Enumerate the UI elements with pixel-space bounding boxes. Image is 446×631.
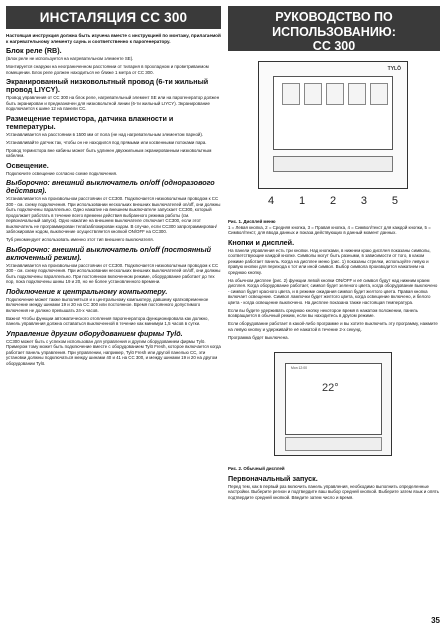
- callout-4: 4: [268, 195, 275, 207]
- page-number: 35: [431, 616, 440, 625]
- figure-1-caption: [228, 219, 440, 236]
- section-title-sensor: Размещение термистора, датчика влажности и температуры.: [6, 113, 174, 131]
- subsection-title-switch-momentary: Выборочно: внешний выключатель on/off (одноразового действия).: [6, 178, 215, 196]
- section-first-start-p1: Перед тем, как в первый раз включить панель управления, необходимо выполнить определенные настройки. Выберите регион и подтвердите ваш выбор средней кнопкой. Выберите затем язык и опять подтвердите средней кнопкой. Введите затем число и время.: [228, 483, 439, 500]
- section-cable-p1: Провод управления от CC 300 на блок реле, нагревательный элемент SE или на парогенератор должен быть экранирован и предназначен для низковольтной линии (6-ти жильный LIYCY). Экранирование подключается к шине 12 на панели CC.: [6, 95, 220, 112]
- subsection-title-switch-permanent: Выборочно: внешний выключатель on/off (постоянный включенный режим).: [6, 244, 212, 262]
- menu-symbol-icon: [326, 83, 344, 105]
- subsection-switch-momentary-p2: Туб рекомендует использовать именно этот тип внешнего выключателя.: [6, 237, 154, 243]
- section-buttons-p5: Программа будет выключена.: [228, 334, 289, 340]
- control-panel-illustration: [258, 61, 408, 189]
- section-relay-p1: (Блок реле не используется на нагревательном элементе SE).: [6, 56, 134, 62]
- figure-2-normal-display: [228, 344, 440, 464]
- section-buttons-p3: Если вы будете удерживать среднюю кнопку некоторое время в нажатом положении, панель возвращается в обычный режим, если вы находитесь в другом режиме.: [228, 307, 418, 318]
- section-title-cable: Экранированный низковольтный провод (6-ти жильный провод LIYCY).: [6, 77, 209, 95]
- right-title-line-2: ИСПОЛЬЗОВАНИЮ:: [272, 24, 396, 39]
- brand-logo: TYLÖ: [387, 66, 401, 72]
- section-buttons-p2: На обычном дисплее (рис. 2) функции левой кнопки ON/OFF и её символ будут над нижним краем дисплея. Когда оборудование работает, символ будет зеленого цвета, когда оборудование выключено - символ будет красного цвета, и в режиме ожидания символ будет желтого цвета. Правая кнопка включает освещение. Символ лампочки будет желтого цвета, когда освещение включено, и белого цвета - когда освещение выключено. На дисплее показана также настоящая температура.: [228, 277, 438, 305]
- section-title-first-start: Первоначальный запуск.: [228, 473, 318, 483]
- intro-text: Настоящая инструкция должна быть изучена вместе с инструкцией по монтажу, прилагаемой к нагревательному элементу саунь и соответственно к парогенератору.: [6, 33, 221, 44]
- menu-symbol-icon: [370, 83, 388, 105]
- callout-1: 1: [298, 195, 306, 207]
- subsection-computer-p2: Важно! Чтобы функции автоматического отопления парогенератора функционировала как должно, панель управления должна оставаться выключенной в течение как минимум 1,5 часов в сутки.: [6, 315, 209, 327]
- subsection-other-equipment-p1: CC300 может быть с успехом использован для управления и другим оборудованием фирмы Tylö. Примером тому может быть подключение вместе с оборудованием Tylö Fresh, которое включается когда работает панель управления. При управлении, например, Tylö Fresh или другой панелью CC, эти установки должны подключаться между шинами 40 и 41 на CC 300, и между шинами 19 и 20 на другом оборудовании Tylö.: [6, 338, 221, 366]
- section-sensor-p2: Устанавливайте датчик так, чтобы он не находился под прямыми или косвенными потоками пара.: [6, 139, 207, 145]
- figure-2-caption: [228, 466, 440, 472]
- section-buttons-p4: Если оборудование работает в какой-либо программе и вы хотите выключить эту программу, нажмите на левую кнопку и удерживайте её нажатой в течение 2-х секунд.: [228, 321, 438, 332]
- figure-1-callouts: [268, 195, 398, 207]
- button-strip: [273, 156, 393, 172]
- left-column: [6, 6, 221, 369]
- button-strip-2: [285, 437, 382, 451]
- subsection-title-other-equipment: Управление другим оборудованием фирмы Tylö.: [6, 328, 183, 338]
- temperature-readout: 22°: [322, 382, 339, 394]
- section-buttons-p1: На панели управления есть три кнопки. Над кнопками, в нижнем краю дисплея показаны символы, соответствующие каждой кнопке. Символы могут быть разными, в зависимости от того, в каком режиме работает панель. Когда на дисплее меню (рис. 1) показаны стрелки, используйте левую и правую кнопки для перехода к тот или иной символ. Выбор символа производится нажатием на среднюю кнопку.: [228, 247, 431, 275]
- section-relay-p2: Монтируется снаружи на неограниченном расстоянии от тиларня в прохладном и проветриваемом помещении. Блок реле должен находиться не ближе 1 метра от CC 300.: [6, 64, 209, 75]
- figure-1-caption-text: 1 = Левая кнопка, 2 = Средняя кнопка, 3 = Правая кнопка, 4 = Символ/текст для каждой кнопки, 5 = Символ/текст, для ввода данных и показа действующих в данный момент данных.: [228, 224, 431, 235]
- display-screen: [273, 76, 393, 150]
- section-title-buttons: Кнопки и дисплей.: [228, 237, 295, 247]
- section-title-relay: Блок реле (RB).: [6, 46, 62, 56]
- section-sensor-p3: Провод термистора вне кабины может быть удлинен двухжильным экранированным низковольтным кабелем.: [6, 147, 212, 159]
- display-topline: Mon 12:00: [291, 366, 308, 370]
- subsection-switch-permanent-p1: Устанавливается на произвольном расстоянии от CC300. Подключается низковольтным проводом к CC 300 - см. схему подключения. При использовании нескольких внешних выключателей on/off, они должны быть подключены параллельно. При постоянном включенном режиме, оборудование работает до тех пор, пока подключены шины 19 и 20, но не более установленного времени.: [6, 262, 221, 285]
- display-screen-2: [285, 363, 382, 435]
- menu-symbol-icon: [304, 83, 322, 105]
- menu-symbol-icon: [348, 83, 366, 105]
- subsection-title-computer: Подключение к центральному компьютеру.: [6, 286, 168, 296]
- section-lighting-p1: Подключите освещение согласно схеме подключения.: [6, 170, 118, 176]
- subsection-computer-p1: Подключение может также выполняться и к центральному компьютеру, давшему кратковременное включение между шинами 19 и 20 на CC 300 или постоянное. Время постоянного допустимого включения не должно превышать 24-х часов.: [6, 296, 209, 313]
- callout-5: 5: [391, 195, 398, 207]
- section-sensor-p1: Устанавливается на расстоянии в 1500 мм от пола (не над нагревательным элементом парной).: [6, 131, 204, 137]
- left-title-banner: ИНСТАЛЯЦИЯ СС 300: [6, 6, 221, 29]
- figure-1-menu-display: [228, 57, 440, 217]
- right-column: [228, 6, 440, 503]
- figure-2-caption-label: Рис. 2. Обычный дисплей: [228, 466, 285, 471]
- figure-1-caption-label: Рис. 1. Дисплей меню: [228, 219, 276, 224]
- subsection-switch-momentary-p1: Устанавливается на произвольном расстоянии от CC300. Подключается низковольтным проводом к CC 300 - см. схему подключения. При использовании нескольких внешних выключателей on/off, они должны быть подключены параллельно. Одно нажатие на внешнем выключателе запускает CC300, который продолжает работать в течение всего времени действия выбранного режима работы (см. первоначальный запуск). Одно нажатие на внешнем выключателе отключает CC300, если этот выключатель не программирован тела/заблокирован кодом. В случае, если CC300 запрограммирован/заблокирован кодом, выключение осуществляется кнопкой ON/OFF на CC300.: [6, 196, 221, 235]
- callout-2: 2: [329, 195, 337, 207]
- section-title-lighting: Освещение.: [6, 160, 49, 170]
- callout-3: 3: [360, 195, 368, 207]
- menu-symbol-icon: [282, 83, 300, 105]
- right-title-line-1: РУКОВОДСТВО ПО: [275, 10, 393, 24]
- right-title-banner: [228, 6, 440, 51]
- right-title-line-3: CC 300: [312, 39, 356, 53]
- control-panel-illustration-2: [274, 352, 392, 456]
